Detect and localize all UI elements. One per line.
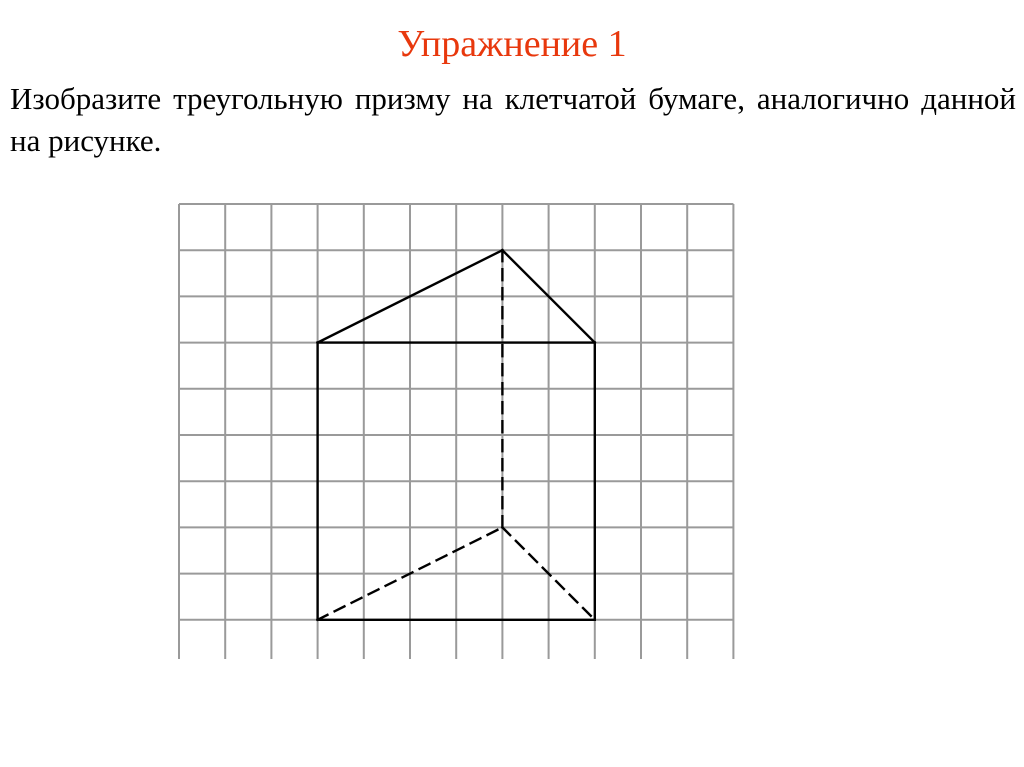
exercise-title: Упражнение 1 — [397, 23, 627, 65]
prism-grid-figure — [176, 201, 736, 659]
task-text: Изобразите треугольную призму на клетчатой бумаге, аналогично данной на рисунке. — [10, 81, 1016, 158]
